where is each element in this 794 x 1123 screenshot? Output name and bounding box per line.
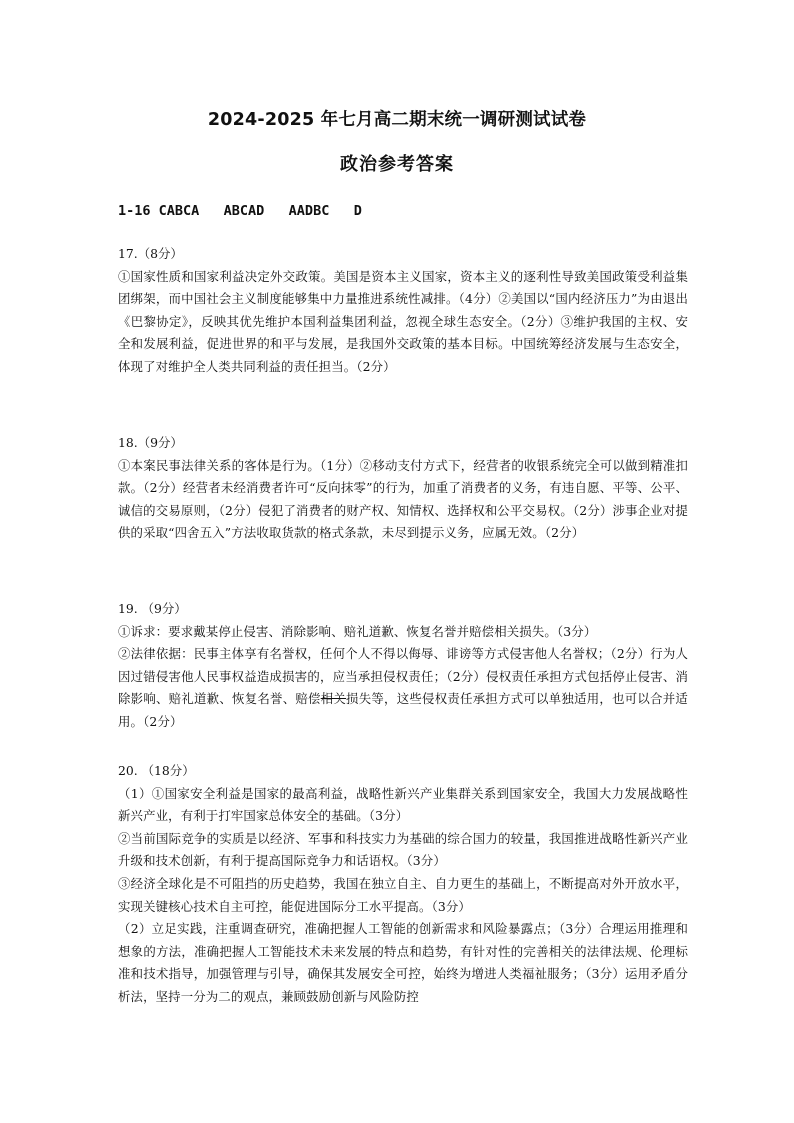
question-18-heading: 18.（9分）	[118, 435, 183, 450]
exam-subtitle: 政治参考答案	[340, 154, 454, 175]
question-17-heading: 17.（8分）	[118, 246, 183, 261]
question-19-claim: ①诉求：要求戴某停止侵害、消除影响、赔礼道歉、恢复名誉并赔偿相关损失。（3分）	[118, 623, 597, 639]
legal-basis-text-b: 损失等，这些侵权责任承担方式可以单独适用，也可以合并适用。（2分）	[118, 691, 688, 729]
question-20-heading: 20. （18分）	[118, 763, 195, 778]
question-19	[118, 598, 688, 734]
question-20-part2: （2）立足实践，注重调查研究，准确把握人工智能的创新需求和风险暴露点；（3分）合理运用推理和想象的方法，准确把握人工智能技术未来发展的特点和趋势，有针对性的完善相关的法律法规、伦理标准和技术指导，加强管理与引导，确保其发展安全可控，始终为增进人类福祉服务；（3分）运用矛盾分析法，坚持一分为二的观点，兼顾鼓励创新与风险防控	[118, 921, 688, 1004]
question-17-answer: ①国家性质和国家利益决定外交政策。美国是资本主义国家，资本主义的逐利性导致美国政策受利益集团绑架，而中国社会主义制度能够集中力量推进系统性减排。（4分）②美国以“国内经济压力”为由退出《巴黎协定》，反映其优先维护本国利益集团利益，忽视全球生态安全。（2分）③维护我国的主权、安全和发展利益，促进世界的和平与发展，是我国外交政策的基本目标。中国统筹经济发展与生态安全，体现了对维护全人类共同利益的责任担当。（2分）	[118, 268, 688, 374]
question-18-answer: ①本案民事法律关系的客体是行为。（1分）②移动支付方式下，经营者的收银系统完全可以做到精准扣款。（2分）经营者未经消费者许可“反向抹零”的行为，加重了消费者的义务，有违自愿、平等、公平、诚信的交易原则，（2分）侵犯了消费者的财产权、知情权、选择权和公平交易权。（2分）涉事企业对提供的采取“四舍五入”方法收取货款的格式条款，未尽到提示义务，应属无效。（2分）	[118, 457, 688, 541]
question-20-part1-point1: （1）①国家安全利益是国家的最高利益，战略性新兴产业集群关系到国家安全，我国大力发展战略性新兴产业，有利于打牢国家总体安全的基础。（3分）	[118, 785, 688, 824]
question-20-part1-point2: ②当前国际竞争的实质是以经济、军事和科技实力为基础的综合国力的较量，我国推进战略性新兴产业升级和技术创新，有利于提高国际竞争力和话语权。（3分）	[118, 830, 688, 869]
struck-text: 相关	[320, 691, 347, 707]
question-17	[118, 243, 688, 379]
question-18	[118, 432, 688, 545]
question-19-heading: 19. （9分）	[118, 601, 187, 616]
exam-title: 2024-2025 年七月高二期末统一调研测试试卷	[207, 110, 587, 130]
question-20	[118, 760, 688, 1009]
question-20-part1-point3: ③经济全球化是不可阻挡的历史趋势，我国在独立自主、自力更生的基础上，不断提高对外开放水平，实现关键核心技术自主可控，能促进国际分工水平提高。（3分）	[118, 875, 688, 914]
legal-basis-text-a: ②法律依据：民事主体享有名誉权，任何个人不得以侮辱、诽谤等方式侵害他人名誉权；（2分）行为人因过错侵害他人民事权益造成损害的，应当承担侵权责任；（2分）侵权责任承担方式包括停止侵害、消除影响、赔礼道歉、恢复名誉、赔偿	[118, 646, 688, 707]
multiple-choice-answers: 1-16 CABCA ABCAD AADBC D	[118, 203, 362, 219]
question-19-legal-basis	[118, 643, 688, 733]
